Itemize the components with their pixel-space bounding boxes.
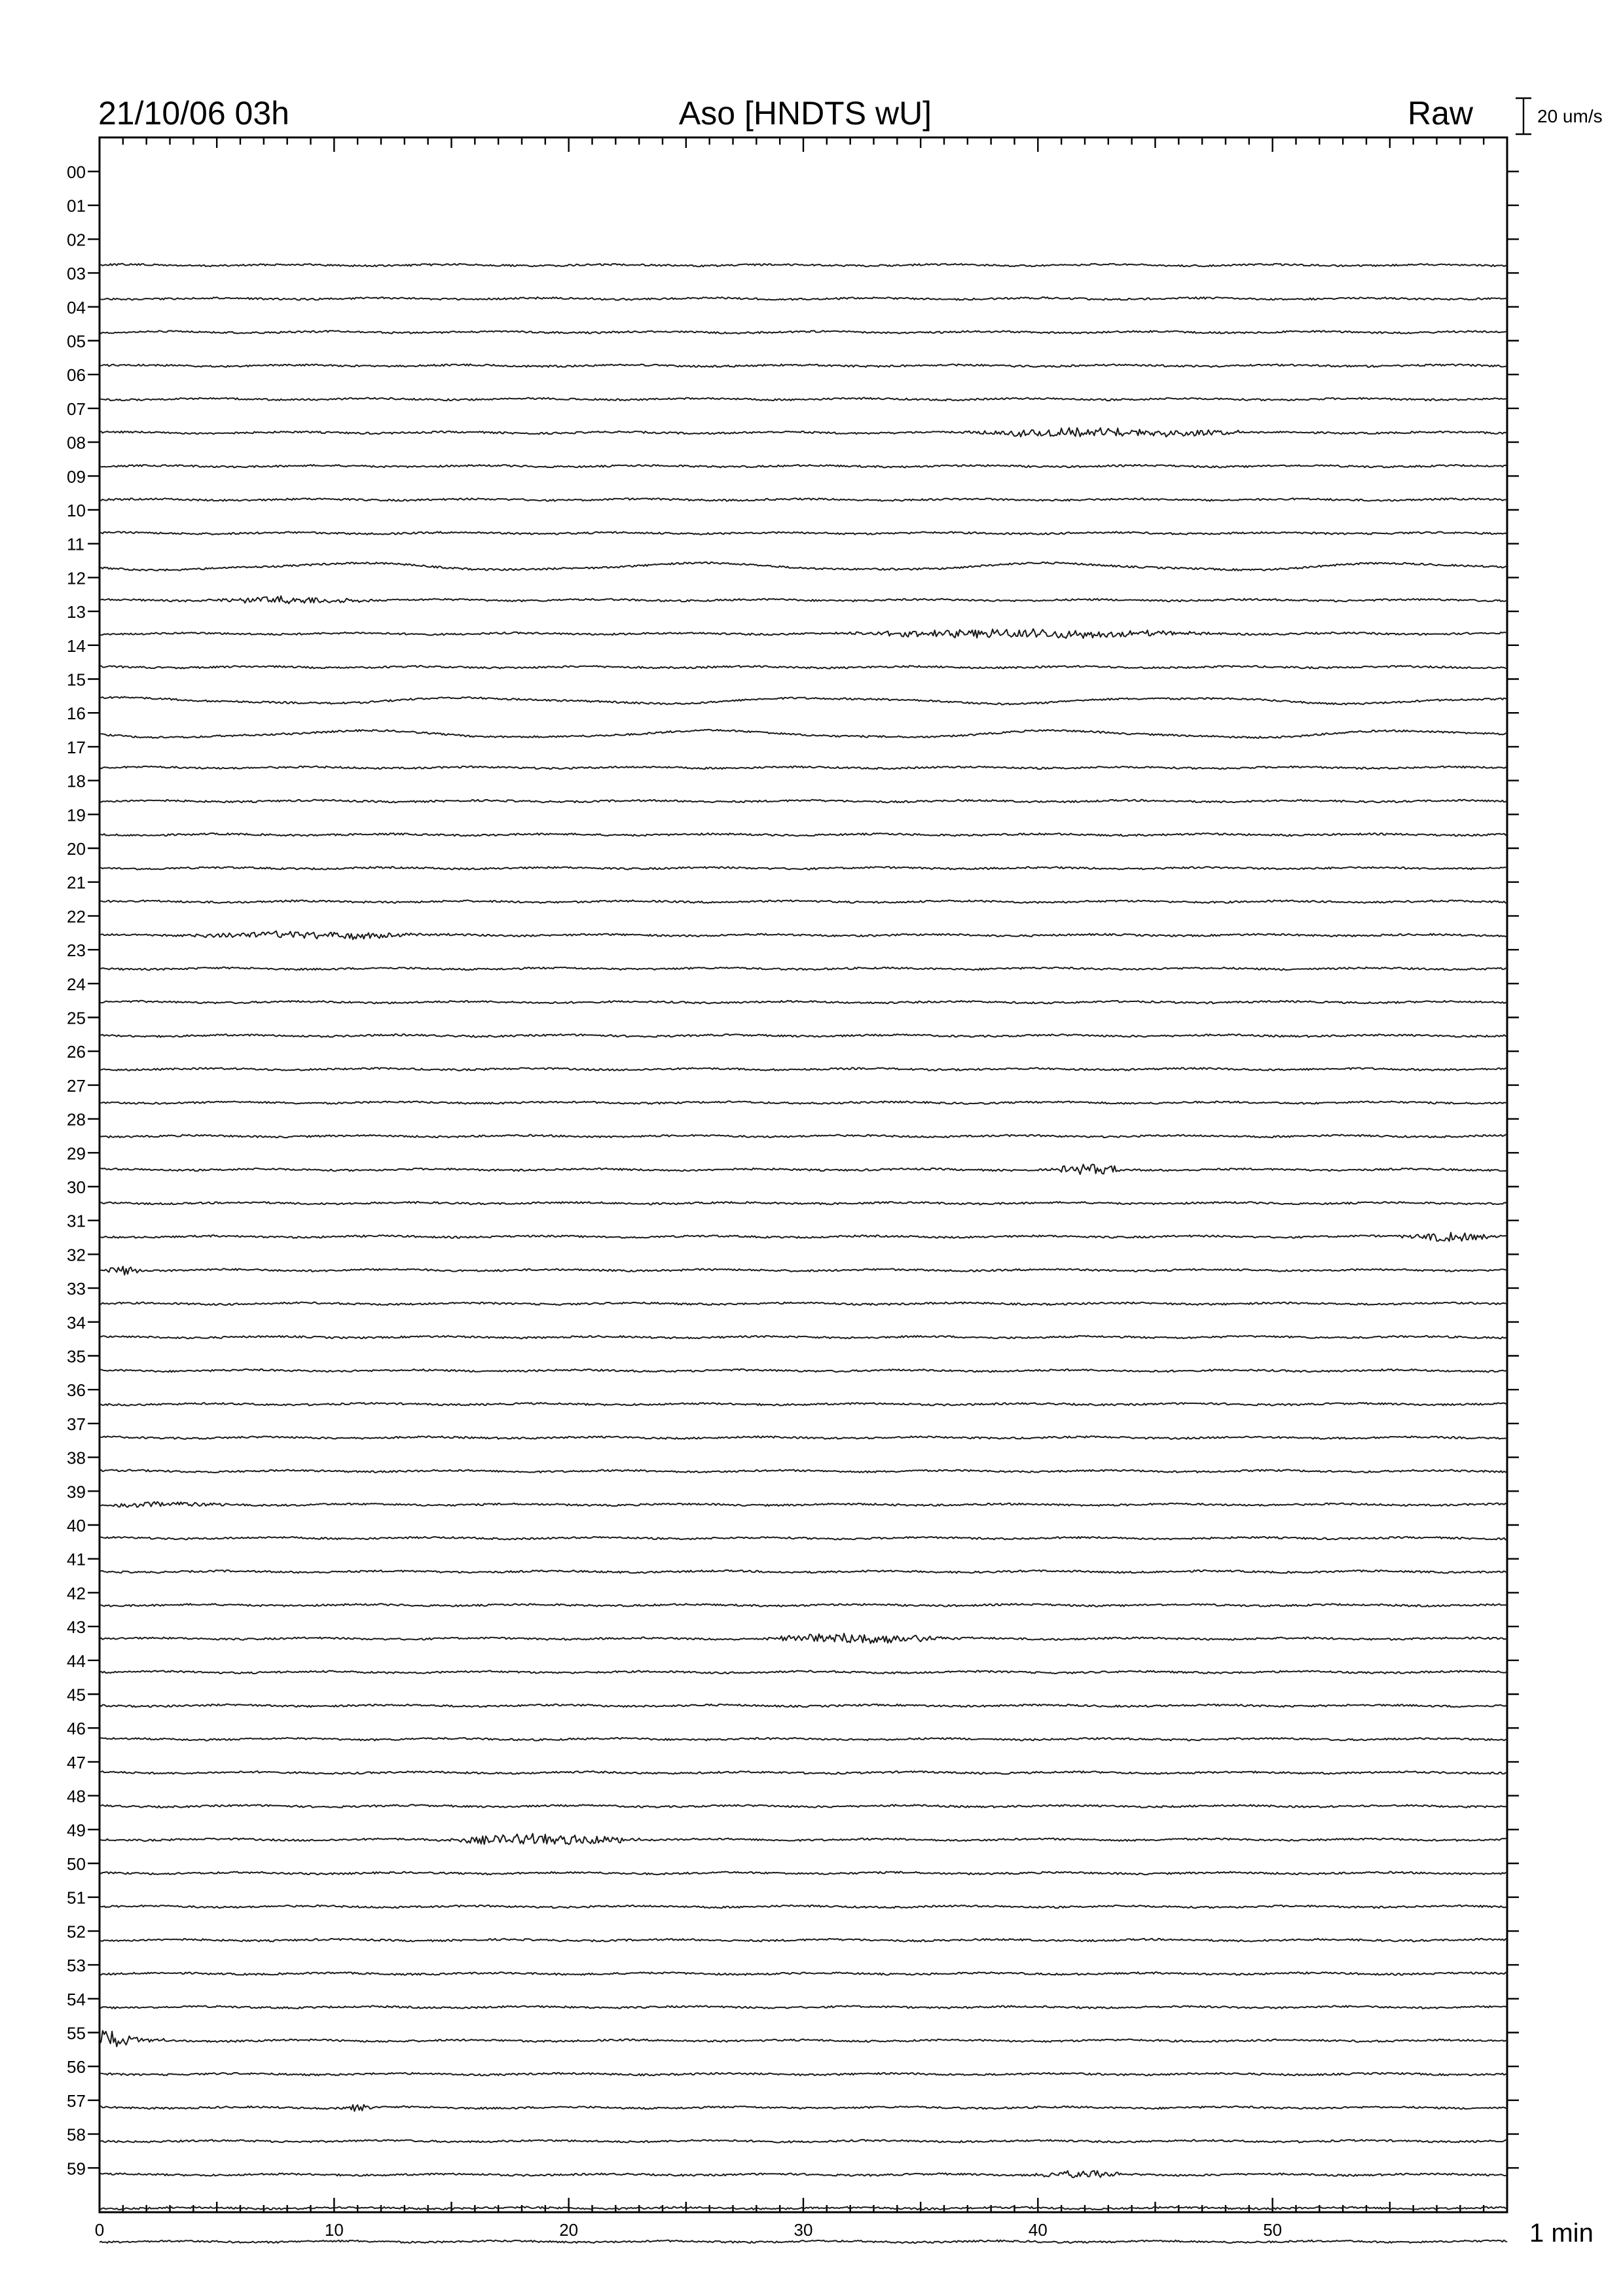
- seismic-trace: [100, 967, 1507, 971]
- seismic-trace: [100, 1469, 1507, 1473]
- row-label: 05: [67, 331, 86, 351]
- row-label: 18: [67, 771, 86, 791]
- row-label: 28: [67, 1109, 86, 1130]
- row-label: 38: [67, 1448, 86, 1468]
- row-label: 30: [67, 1177, 86, 1197]
- seismic-trace: [100, 1834, 1507, 1845]
- seismic-trace: [100, 397, 1507, 401]
- seismic-trace: [100, 2140, 1507, 2143]
- row-label: 08: [67, 433, 86, 453]
- amplitude-scale-label: 20 um/s: [1537, 106, 1603, 126]
- seismic-trace: [100, 2240, 1507, 2244]
- seismic-trace: [100, 2031, 1507, 2047]
- row-label: 37: [67, 1414, 86, 1434]
- seismic-trace: [100, 531, 1507, 535]
- row-label: 53: [67, 1956, 86, 1976]
- row-label: 56: [67, 2057, 86, 2077]
- seismic-trace: [100, 900, 1507, 903]
- row-label: 54: [67, 1989, 86, 2009]
- seismic-trace: [100, 1972, 1507, 1975]
- row-label: 15: [67, 670, 86, 690]
- row-label: 01: [67, 196, 86, 216]
- row-label: 17: [67, 737, 86, 757]
- seismic-trace: [100, 1067, 1507, 1071]
- right-axis-ticks: [1507, 171, 1519, 2168]
- row-label: 22: [67, 906, 86, 927]
- row-label: 35: [67, 1346, 86, 1367]
- x-tick-label: 20: [559, 2220, 579, 2240]
- row-label: 31: [67, 1211, 86, 1231]
- row-label: 09: [67, 467, 86, 487]
- seismic-trace: [100, 1336, 1507, 1339]
- bottom-axis-ticks: [100, 2198, 1507, 2212]
- seismic-trace: [100, 596, 1507, 604]
- seismic-trace: [100, 1302, 1507, 1305]
- hour-minute-row-labels: [67, 162, 100, 2178]
- row-label: 12: [67, 568, 86, 588]
- time-unit-label: 1 min: [1529, 2219, 1594, 2248]
- x-tick-label: 0: [94, 2220, 105, 2240]
- amplitude-scale-bar: [1516, 98, 1603, 134]
- row-label: 42: [67, 1583, 86, 1604]
- seismic-trace: [100, 666, 1507, 669]
- row-label: 58: [67, 2125, 86, 2145]
- seismic-trace: [100, 1771, 1507, 1774]
- row-label: 59: [67, 2159, 86, 2179]
- row-label: 48: [67, 1786, 86, 1806]
- row-label: 07: [67, 399, 86, 419]
- x-tick-label: 10: [324, 2220, 344, 2240]
- seismic-trace: [100, 1738, 1507, 1741]
- seismic-trace: [100, 1939, 1507, 1942]
- mode-label: Raw: [1407, 95, 1474, 132]
- row-label: 19: [67, 805, 86, 825]
- seismic-trace: [100, 2005, 1507, 2009]
- seismic-trace: [100, 428, 1507, 437]
- seismic-trace: [100, 1266, 1507, 1275]
- top-axis-ticks: [100, 137, 1507, 152]
- seismic-trace: [100, 364, 1507, 367]
- row-label: 52: [67, 1922, 86, 1942]
- seismic-trace: [100, 730, 1507, 738]
- seismic-trace: [100, 1034, 1507, 1037]
- row-label: 10: [67, 501, 86, 520]
- row-label: 32: [67, 1245, 86, 1265]
- seismic-trace: [100, 800, 1507, 803]
- seismic-traces: [100, 264, 1507, 2244]
- row-label: 44: [67, 1651, 86, 1671]
- seismic-trace: [100, 1704, 1507, 1708]
- seismic-trace: [100, 331, 1507, 334]
- row-label: 14: [67, 636, 86, 656]
- seismic-trace: [100, 1202, 1507, 1205]
- row-label: 51: [67, 1888, 86, 1908]
- seismic-trace: [100, 1670, 1507, 1674]
- row-label: 46: [67, 1719, 86, 1739]
- seismic-trace: [100, 766, 1507, 770]
- row-label: 20: [67, 839, 86, 859]
- seismic-trace: [100, 1872, 1507, 1875]
- row-label: 03: [67, 264, 86, 284]
- seismic-trace: [100, 1436, 1507, 1439]
- seismic-trace: [100, 465, 1507, 468]
- x-tick-label: 30: [793, 2220, 813, 2240]
- row-label: 11: [67, 534, 84, 554]
- row-label: 43: [67, 1617, 86, 1638]
- seismic-trace: [100, 1232, 1507, 1241]
- seismic-trace: [100, 2105, 1507, 2111]
- seismic-trace: [100, 2171, 1507, 2178]
- row-label: 29: [67, 1143, 86, 1164]
- seismic-trace: [100, 1604, 1507, 1607]
- row-label: 36: [67, 1380, 86, 1401]
- datetime-label: 21/10/06 03h: [98, 95, 289, 132]
- seismic-trace: [100, 867, 1507, 870]
- row-label: 40: [67, 1516, 86, 1535]
- row-label: 26: [67, 1042, 86, 1062]
- row-label: 24: [67, 974, 86, 994]
- row-label: 57: [67, 2090, 86, 2111]
- row-label: 45: [67, 1685, 86, 1705]
- station-title: Aso [HNDTS wU]: [678, 95, 932, 132]
- seismic-trace: [100, 297, 1507, 300]
- row-label: 06: [67, 365, 86, 386]
- row-label: 16: [67, 704, 86, 724]
- row-label: 55: [67, 2023, 86, 2043]
- row-label: 49: [67, 1820, 86, 1840]
- seismic-trace: [100, 1001, 1507, 1004]
- row-label: 47: [67, 1752, 86, 1772]
- seismic-trace: [100, 1502, 1507, 1507]
- row-label: 34: [67, 1312, 86, 1333]
- seismic-trace: [100, 1369, 1507, 1372]
- seismic-trace: [100, 1101, 1507, 1104]
- seismic-trace: [100, 1570, 1507, 1573]
- row-label: 00: [67, 162, 86, 182]
- row-label: 23: [67, 941, 86, 961]
- row-label: 27: [67, 1075, 86, 1096]
- seismic-trace: [100, 562, 1507, 571]
- row-label: 41: [67, 1549, 86, 1570]
- seismic-trace: [100, 1135, 1507, 1138]
- row-label: 50: [67, 1854, 86, 1874]
- seismic-trace: [100, 264, 1507, 267]
- seismic-trace: [100, 931, 1507, 940]
- row-label: 33: [67, 1279, 86, 1299]
- row-label: 02: [67, 230, 86, 250]
- seismic-trace: [100, 1634, 1507, 1643]
- x-tick-label: 40: [1028, 2220, 1048, 2240]
- plot-frame: [100, 137, 1507, 2212]
- seismic-trace: [100, 2073, 1507, 2076]
- x-tick-label: 50: [1263, 2220, 1283, 2240]
- seismic-trace: [100, 1905, 1507, 1909]
- seismic-trace: [100, 696, 1507, 704]
- row-label: 13: [67, 602, 86, 622]
- seismic-trace: [100, 833, 1507, 836]
- x-axis-tick-labels: [95, 2220, 1282, 2240]
- row-label: 25: [67, 1008, 86, 1028]
- row-label: 04: [67, 297, 86, 317]
- seismic-trace: [100, 498, 1507, 501]
- row-label: 21: [67, 872, 86, 893]
- seismic-trace: [100, 1403, 1507, 1406]
- row-label: 39: [67, 1482, 86, 1502]
- seismic-trace: [100, 629, 1507, 638]
- seismic-trace: [100, 1804, 1507, 1808]
- seismic-trace: [100, 1537, 1507, 1540]
- seismic-trace: [100, 1164, 1507, 1174]
